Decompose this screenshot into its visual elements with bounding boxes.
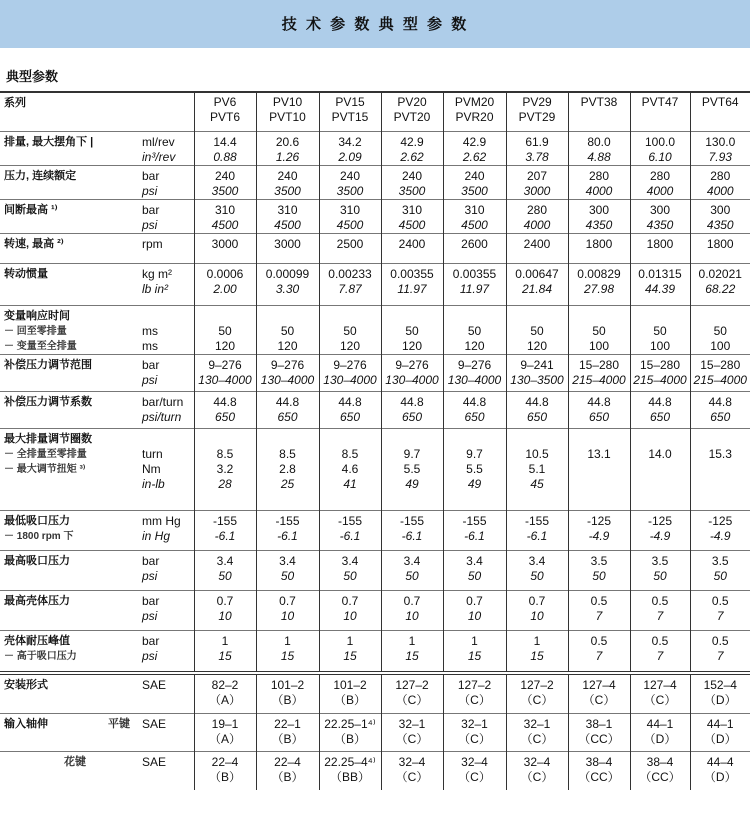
model-header-cell: PVT64: [690, 92, 750, 132]
row-unit: SAE: [138, 673, 194, 714]
value-cell: 22–4 （B）: [256, 752, 319, 790]
value-cell: 8.5 2.8 25: [256, 429, 319, 511]
model-header-cell: PVT38: [568, 92, 630, 132]
value-cell: 14.4 0.88: [194, 132, 256, 166]
value-cell: 100.0 6.10: [630, 132, 690, 166]
table-row: [0, 714, 750, 752]
table-row: [0, 355, 750, 392]
value-cell: 280 4000: [568, 166, 630, 200]
value-cell: 0.00233 7.87: [319, 264, 381, 306]
value-cell: 82–2 （A）: [194, 673, 256, 714]
value-cell: 0.5 7: [568, 591, 630, 631]
value-cell: 9–276 130–4000: [381, 355, 443, 392]
row-label: 花键: [0, 752, 138, 790]
section-subtitle: 典型参数: [6, 70, 59, 85]
row-label: 最高壳体压力: [0, 591, 138, 631]
value-cell: 1800: [568, 234, 630, 264]
value-cell: 3.5 50: [568, 551, 630, 591]
value-cell: 0.7 10: [443, 591, 506, 631]
value-cell: 15–280 215–4000: [568, 355, 630, 392]
value-cell: 240 3500: [381, 166, 443, 200]
value-cell: 1 15: [506, 631, 568, 673]
value-cell: 310 4500: [319, 200, 381, 234]
value-cell: 1 15: [319, 631, 381, 673]
model-header-cell: PV20 PVT20: [381, 92, 443, 132]
value-cell: 44.8 650: [194, 392, 256, 429]
table-row: [0, 551, 750, 591]
value-cell: 310 4500: [256, 200, 319, 234]
value-cell: 19–1 （A）: [194, 714, 256, 752]
value-cell: 127–2 （C）: [506, 673, 568, 714]
value-cell: 50 100: [690, 306, 750, 355]
value-cell: 280 4000: [506, 200, 568, 234]
value-cell: 0.00355 11.97: [443, 264, 506, 306]
row-unit: bar psi: [138, 551, 194, 591]
value-cell: 0.5 7: [690, 631, 750, 673]
value-cell: 207 3000: [506, 166, 568, 200]
table-row: [0, 234, 750, 264]
value-cell: 42.9 2.62: [381, 132, 443, 166]
value-cell: 3.4 50: [256, 551, 319, 591]
value-cell: 9–276 130–4000: [256, 355, 319, 392]
row-label: 补偿压力调节系数: [0, 392, 138, 429]
row-label: 转速, 最高 ²⁾: [0, 234, 138, 264]
value-cell: 32–4 （C）: [506, 752, 568, 790]
model-header-cell: PV15 PVT15: [319, 92, 381, 132]
value-cell: 127–2 （C）: [443, 673, 506, 714]
value-cell: 1 15: [381, 631, 443, 673]
value-cell: 152–4 （D）: [690, 673, 750, 714]
value-cell: 9.7 5.5 49: [381, 429, 443, 511]
value-cell: 61.9 3.78: [506, 132, 568, 166]
value-cell: 15.3: [690, 429, 750, 511]
row-unit: bar psi: [138, 200, 194, 234]
value-cell: 310 4500: [381, 200, 443, 234]
table-row: [0, 429, 750, 511]
value-cell: 44–1 （D）: [630, 714, 690, 752]
spec-table: [0, 91, 750, 790]
value-cell: 0.7 10: [381, 591, 443, 631]
value-cell: 1 15: [443, 631, 506, 673]
table-row: [0, 132, 750, 166]
value-cell: 1 15: [256, 631, 319, 673]
value-cell: 127–2 （C）: [381, 673, 443, 714]
value-cell: 0.01315 44.39: [630, 264, 690, 306]
model-header-cell: PV10 PVT10: [256, 92, 319, 132]
table-row: [0, 511, 750, 551]
model-header-cell: PV29 PVT29: [506, 92, 568, 132]
row-unit: turn Nm in-lb: [138, 429, 194, 511]
value-cell: 50 120: [506, 306, 568, 355]
value-cell: 0.5 7: [690, 591, 750, 631]
value-cell: 80.0 4.88: [568, 132, 630, 166]
value-cell: 44.8 650: [443, 392, 506, 429]
row-label: 排量, 最大摆角下 |: [0, 132, 138, 166]
row-unit: ml/rev in³/rev: [138, 132, 194, 166]
value-cell: 9.7 5.5 49: [443, 429, 506, 511]
table-row: [0, 306, 750, 355]
value-cell: 14.0: [630, 429, 690, 511]
value-cell: 32–1 （C）: [506, 714, 568, 752]
table-row: [0, 392, 750, 429]
value-cell: 0.00099 3.30: [256, 264, 319, 306]
value-cell: 3.4 50: [319, 551, 381, 591]
value-cell: -155 -6.1: [194, 511, 256, 551]
value-cell: 3000: [194, 234, 256, 264]
value-cell: 32–1 （C）: [443, 714, 506, 752]
value-cell: 2500: [319, 234, 381, 264]
value-cell: 44–1 （D）: [690, 714, 750, 752]
value-cell: 15–280 215–4000: [630, 355, 690, 392]
value-cell: 3000: [256, 234, 319, 264]
value-cell: 22.25–1⁴⁾ （B）: [319, 714, 381, 752]
value-cell: 0.5 7: [630, 631, 690, 673]
value-cell: 44.8 650: [381, 392, 443, 429]
value-cell: 44.8 650: [319, 392, 381, 429]
row-unit: bar/turn psi/turn: [138, 392, 194, 429]
value-cell: -155 -6.1: [319, 511, 381, 551]
value-cell: -155 -6.1: [381, 511, 443, 551]
value-cell: 0.0006 2.00: [194, 264, 256, 306]
table-row: [0, 200, 750, 234]
value-cell: 127–4 （C）: [568, 673, 630, 714]
value-cell: 13.1: [568, 429, 630, 511]
row-unit: ms ms: [138, 306, 194, 355]
row-unit: rpm: [138, 234, 194, 264]
value-cell: 50 120: [194, 306, 256, 355]
value-cell: 9–241 130–3500: [506, 355, 568, 392]
model-header-cell: PV6 PVT6: [194, 92, 256, 132]
value-cell: 101–2 （B）: [319, 673, 381, 714]
value-cell: 0.02021 68.22: [690, 264, 750, 306]
row-label: 最大排量调节圈数 － 全排量至零排量 － 最大调节扭矩 ³⁾: [0, 429, 138, 511]
value-cell: 50 120: [256, 306, 319, 355]
value-cell: 2600: [443, 234, 506, 264]
row-unit: bar psi: [138, 631, 194, 673]
value-cell: 127–4 （C）: [630, 673, 690, 714]
value-cell: 50 100: [630, 306, 690, 355]
row-unit: bar psi: [138, 166, 194, 200]
row-label: 变量响应时间 － 回至零排量 － 变量至全排量: [0, 306, 138, 355]
value-cell: 240 3500: [443, 166, 506, 200]
table-row: [0, 631, 750, 673]
value-cell: 38–1 （CC）: [568, 714, 630, 752]
value-cell: 240 3500: [256, 166, 319, 200]
value-cell: 3.4 50: [443, 551, 506, 591]
value-cell: 310 4500: [443, 200, 506, 234]
value-cell: 3.4 50: [194, 551, 256, 591]
value-cell: 0.00829 27.98: [568, 264, 630, 306]
value-cell: 38–4 （CC）: [568, 752, 630, 790]
row-unit: SAE: [138, 714, 194, 752]
value-cell: 32–4 （C）: [381, 752, 443, 790]
value-cell: 34.2 2.09: [319, 132, 381, 166]
value-cell: 130.0 7.93: [690, 132, 750, 166]
row-label: 转动惯量: [0, 264, 138, 306]
value-cell: 15–280 215–4000: [690, 355, 750, 392]
value-cell: 8.5 3.2 28: [194, 429, 256, 511]
value-cell: 0.7 10: [256, 591, 319, 631]
value-cell: 3.5 50: [630, 551, 690, 591]
row-unit: mm Hg in Hg: [138, 511, 194, 551]
row-label: 最低吸口压力 － 1800 rpm 下: [0, 511, 138, 551]
row-label: 系列: [0, 92, 138, 132]
row-label: 输入轴伸 平键: [0, 714, 138, 752]
value-cell: 0.7 10: [506, 591, 568, 631]
value-cell: -125 -4.9: [568, 511, 630, 551]
value-cell: 22–4 （B）: [194, 752, 256, 790]
value-cell: -155 -6.1: [443, 511, 506, 551]
value-cell: 2400: [381, 234, 443, 264]
value-cell: 300 4350: [630, 200, 690, 234]
table-row: [0, 591, 750, 631]
value-cell: 0.7 10: [194, 591, 256, 631]
value-cell: 44.8 650: [568, 392, 630, 429]
row-label: 壳体耐压峰值 － 高于吸口压力: [0, 631, 138, 673]
value-cell: 0.7 10: [319, 591, 381, 631]
value-cell: 22–1 （B）: [256, 714, 319, 752]
value-cell: -155 -6.1: [506, 511, 568, 551]
value-cell: 3.5 50: [690, 551, 750, 591]
table-row: [0, 166, 750, 200]
page-title: 技 术 参 数 典 型 参 数: [281, 15, 469, 33]
value-cell: 50 120: [381, 306, 443, 355]
value-cell: 8.5 4.6 41: [319, 429, 381, 511]
value-cell: 310 4500: [194, 200, 256, 234]
value-cell: 38–4 （CC）: [630, 752, 690, 790]
table-row: [0, 752, 750, 790]
value-cell: 9–276 130–4000: [443, 355, 506, 392]
value-cell: 1 15: [194, 631, 256, 673]
value-cell: 2400: [506, 234, 568, 264]
value-cell: 10.5 5.1 45: [506, 429, 568, 511]
value-cell: 9–276 130–4000: [319, 355, 381, 392]
value-cell: -125 -4.9: [690, 511, 750, 551]
value-cell: 3.4 50: [506, 551, 568, 591]
value-cell: 0.00647 21.84: [506, 264, 568, 306]
value-cell: 1800: [690, 234, 750, 264]
value-cell: 0.00355 11.97: [381, 264, 443, 306]
row-label: 间断最高 ¹⁾: [0, 200, 138, 234]
row-unit: bar psi: [138, 355, 194, 392]
value-cell: -155 -6.1: [256, 511, 319, 551]
value-cell: 300 4350: [690, 200, 750, 234]
value-cell: 32–4 （C）: [443, 752, 506, 790]
row-label: 补偿压力调节范围: [0, 355, 138, 392]
value-cell: 44.8 650: [256, 392, 319, 429]
row-label: 安装形式: [0, 673, 138, 714]
value-cell: 0.5 7: [568, 631, 630, 673]
value-cell: 300 4350: [568, 200, 630, 234]
row-unit: kg m² lb in²: [138, 264, 194, 306]
header-banner: [0, 0, 750, 48]
row-label: 最高吸口压力: [0, 551, 138, 591]
row-unit: SAE: [138, 752, 194, 790]
row-label: 压力, 连续额定: [0, 166, 138, 200]
table-row: [0, 264, 750, 306]
value-cell: 22.25–4⁴⁾ （BB）: [319, 752, 381, 790]
value-cell: 20.6 1.26: [256, 132, 319, 166]
row-unit: bar psi: [138, 591, 194, 631]
value-cell: 240 3500: [319, 166, 381, 200]
table-row: [0, 673, 750, 714]
value-cell: 32–1 （C）: [381, 714, 443, 752]
model-header-cell: PVM20 PVR20: [443, 92, 506, 132]
value-cell: 50 120: [319, 306, 381, 355]
value-cell: 44.8 650: [690, 392, 750, 429]
value-cell: 44.8 650: [506, 392, 568, 429]
value-cell: 44.8 650: [630, 392, 690, 429]
value-cell: 1800: [630, 234, 690, 264]
value-cell: 42.9 2.62: [443, 132, 506, 166]
value-cell: 101–2 （B）: [256, 673, 319, 714]
value-cell: 9–276 130–4000: [194, 355, 256, 392]
value-cell: 50 120: [443, 306, 506, 355]
model-header-cell: PVT47: [630, 92, 690, 132]
value-cell: 50 100: [568, 306, 630, 355]
value-cell: 240 3500: [194, 166, 256, 200]
table-header-row: [0, 92, 750, 132]
value-cell: 3.4 50: [381, 551, 443, 591]
value-cell: 0.5 7: [630, 591, 690, 631]
value-cell: -125 -4.9: [630, 511, 690, 551]
row-unit: [138, 92, 194, 132]
value-cell: 280 4000: [690, 166, 750, 200]
value-cell: 280 4000: [630, 166, 690, 200]
value-cell: 44–4 （D）: [690, 752, 750, 790]
